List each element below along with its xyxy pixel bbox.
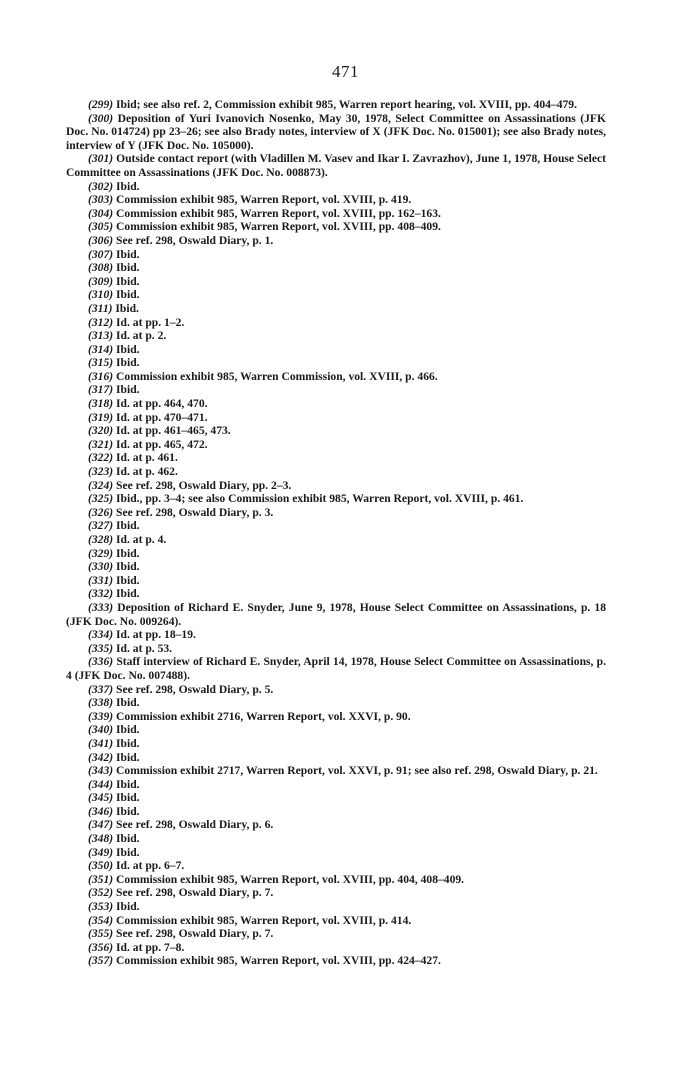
endnote <box>66 411 606 425</box>
endnote <box>66 914 606 928</box>
endnote-text: Staff interview of Richard E. Snyder, April 14, 1978, House Select Committee on Assassinations, p. 4 (JFK Doc. No. 007488). <box>66 655 606 682</box>
endnote <box>66 764 606 778</box>
endnote <box>66 112 606 153</box>
endnote-number: (345) <box>88 791 114 805</box>
endnote-number: (357) <box>88 954 114 968</box>
endnote <box>66 683 606 697</box>
endnote-number: (356) <box>88 940 114 954</box>
endnote-number: (331) <box>88 573 114 587</box>
endnote-text: See ref. 298, Oswald Diary, pp. 2–3. <box>116 478 292 492</box>
endnote-number: (338) <box>88 696 114 710</box>
endnote-text: Ibid., pp. 3–4; see also Commission exhibit 985, Warren Report, vol. XVIII, p. 461. <box>116 492 524 506</box>
endnote <box>66 560 606 574</box>
endnote-text: Commission exhibit 985, Warren Report, vol. XVIII, pp. 408–409. <box>116 220 441 234</box>
endnote <box>66 751 606 765</box>
endnote-number: (339) <box>88 709 114 723</box>
endnote-number: (320) <box>88 424 114 438</box>
endnote <box>66 329 606 343</box>
endnote-text: Ibid. <box>116 573 140 587</box>
endnote-number: (326) <box>88 505 114 519</box>
endnote-text: See ref. 298, Oswald Diary, p. 6. <box>116 818 274 832</box>
endnote-text: Id. at p. 4. <box>116 533 167 546</box>
endnote-text: Ibid. <box>116 587 140 601</box>
endnote-text: See ref. 298, Oswald Diary, p. 1. <box>116 233 274 247</box>
endnote-number: (321) <box>88 437 114 451</box>
endnote <box>66 261 606 275</box>
endnote-text: Ibid. <box>116 723 140 737</box>
endnote <box>66 207 606 221</box>
endnote <box>66 98 606 112</box>
endnote-number: (337) <box>88 682 114 696</box>
endnote-text: Commission exhibit 985, Warren Report, vol. XVIII, pp. 404, 408–409. <box>116 872 465 886</box>
endnote-number: (303) <box>88 193 114 207</box>
endnote <box>66 886 606 900</box>
endnote <box>66 356 606 370</box>
endnote-number: (354) <box>88 913 114 927</box>
endnote-text: See ref. 298, Oswald Diary, p. 7. <box>116 886 274 900</box>
endnote-text: See ref. 298, Oswald Diary, p. 3. <box>116 505 274 519</box>
endnote-number: (329) <box>88 546 114 560</box>
endnote-text: Commission exhibit 985, Warren Report, vol. XVIII, p. 414. <box>116 913 412 927</box>
endnote <box>66 832 606 846</box>
endnote <box>66 574 606 588</box>
endnote-text: Ibid. <box>116 383 140 397</box>
endnote-text: Id. at p. 462. <box>116 465 178 479</box>
endnote-text: Id. at pp. 464, 470. <box>116 397 208 411</box>
endnote-number: (305) <box>88 220 114 234</box>
endnote-text: Ibid. <box>116 736 140 750</box>
endnote <box>66 248 606 262</box>
endnote-number: (310) <box>88 288 114 302</box>
endnote <box>66 316 606 330</box>
endnote-number: (353) <box>88 900 114 914</box>
endnote <box>66 941 606 955</box>
endnote-text: Outside contact report (with Vladillen M. Vasev and Ikar I. Zavrazhov), June 1, 1978, House Select Committee on Assassinations (JFK Doc. No. 008873). <box>66 152 606 179</box>
endnote-number: (334) <box>88 628 114 642</box>
endnote-number: (347) <box>88 818 114 832</box>
endnote <box>66 438 606 452</box>
endnote-number: (300) <box>88 111 114 125</box>
endnote-number: (355) <box>88 927 114 941</box>
endnote-text: Ibid. <box>116 832 140 846</box>
endnote-number: (323) <box>88 465 114 479</box>
endnote-number: (325) <box>88 492 114 506</box>
endnote-number: (352) <box>88 886 114 900</box>
endnote <box>66 302 606 316</box>
endnote-text: Id. at p. 2. <box>116 329 167 343</box>
endnote-text: See ref. 298, Oswald Diary, p. 5. <box>116 682 274 696</box>
endnote-text: Commission exhibit 985, Warren Report, vol. XVIII, pp. 424–427. <box>116 954 441 968</box>
endnote-text: Ibid. <box>116 845 140 859</box>
endnote-text: Deposition of Richard E. Snyder, June 9, 1978, House Select Committee on Assassinations, p. 18 (JFK Doc. No. 009264). <box>66 600 606 628</box>
endnote-text: Id. at p. 461. <box>116 451 178 465</box>
endnotes-list <box>66 98 606 968</box>
endnote <box>66 479 606 493</box>
endnote-number: (319) <box>88 410 114 424</box>
endnote <box>66 737 606 751</box>
endnote-number: (316) <box>88 369 114 383</box>
endnote <box>66 642 606 656</box>
endnote <box>66 547 606 561</box>
endnote-number: (351) <box>88 872 114 886</box>
endnote <box>66 234 606 248</box>
endnote-number: (307) <box>88 247 114 261</box>
endnote <box>66 370 606 384</box>
endnote-text: Id. at pp. 461–465, 473. <box>116 424 231 438</box>
endnote <box>66 343 606 357</box>
endnote-text: Ibid. <box>116 791 140 805</box>
endnote <box>66 397 606 411</box>
endnote <box>66 846 606 860</box>
endnote-number: (330) <box>88 560 114 574</box>
endnote-text: Commission exhibit 985, Warren Report, vol. XVIII, p. 419. <box>116 193 412 207</box>
endnote <box>66 859 606 873</box>
endnote-number: (313) <box>88 329 114 343</box>
endnote <box>66 193 606 207</box>
endnote <box>66 465 606 479</box>
endnote <box>66 900 606 914</box>
endnote-text: Id. at pp. 470–471. <box>116 410 208 424</box>
endnote-text: Id. at pp. 6–7. <box>116 859 185 873</box>
endnote-number: (324) <box>88 478 114 492</box>
endnote-number: (346) <box>88 804 114 818</box>
endnote-text: Ibid. <box>116 247 140 261</box>
endnote-text: Ibid. <box>116 342 140 356</box>
endnote <box>66 954 606 968</box>
endnote <box>66 696 606 710</box>
endnote-number: (333) <box>88 600 114 614</box>
endnote-number: (301) <box>88 152 114 166</box>
endnote-text: Ibid. <box>116 777 140 791</box>
endnote <box>66 424 606 438</box>
endnote-text: Ibid. <box>116 560 140 574</box>
endnote-text: Ibid. <box>116 546 140 560</box>
endnote-text: Commission exhibit 985, Warren Report, vol. XVIII, pp. 162–163. <box>116 206 441 220</box>
endnote-text: Deposition of Yuri Ivanovich Nosenko, May 30, 1978, Select Committee on Assassinations (JFK Doc. No. 014724) pp 23–26; see also Brady notes, interview of X (JFK Doc. No. 015001); see also Brady notes, interview of Y (JFK Doc. No. 105000). <box>66 111 606 152</box>
endnote-number: (322) <box>88 451 114 465</box>
endnote-text: Ibid. <box>116 696 140 710</box>
endnote-number: (318) <box>88 397 114 411</box>
endnote-number: (348) <box>88 832 114 846</box>
endnote-text: Ibid; see also ref. 2, Commission exhibit 985, Warren report hearing, vol. XVIII, pp. 404–479. <box>116 98 578 111</box>
endnote-text: Ibid. <box>116 519 140 533</box>
endnote <box>66 628 606 642</box>
endnote <box>66 152 606 179</box>
endnote-text: Ibid. <box>116 179 140 193</box>
endnote <box>66 655 606 682</box>
endnote-number: (328) <box>88 533 114 546</box>
endnote <box>66 492 606 506</box>
endnote-number: (336) <box>88 655 114 669</box>
endnote-number: (311) <box>88 301 113 315</box>
endnote <box>66 533 606 547</box>
endnote <box>66 383 606 397</box>
endnote <box>66 873 606 887</box>
endnote <box>66 818 606 832</box>
endnote-text: Ibid. <box>116 261 140 275</box>
endnote-text: Id. at pp. 1–2. <box>116 315 185 329</box>
endnote-number: (340) <box>88 723 114 737</box>
endnote-text: Commission exhibit 2717, Warren Report, vol. XXVI, p. 91; see also ref. 298, Oswald Diary, p. 21. <box>116 764 598 778</box>
endnote-number: (312) <box>88 315 114 329</box>
endnote <box>66 927 606 941</box>
endnote <box>66 519 606 533</box>
endnote-number: (315) <box>88 356 114 370</box>
endnote-number: (344) <box>88 777 114 791</box>
endnote-number: (306) <box>88 233 114 247</box>
endnote-number: (302) <box>88 179 114 193</box>
endnote-number: (349) <box>88 845 114 859</box>
endnote-text: Commission exhibit 2716, Warren Report, vol. XXVI, p. 90. <box>116 709 411 723</box>
endnote-text: Ibid. <box>116 288 140 302</box>
endnote-text: Ibid. <box>116 750 140 764</box>
endnote-text: See ref. 298, Oswald Diary, p. 7. <box>116 927 274 941</box>
endnote-number: (314) <box>88 342 114 356</box>
endnote-number: (332) <box>88 587 114 601</box>
endnote-number: (327) <box>88 519 114 533</box>
endnote-text: Commission exhibit 985, Warren Commission, vol. XVIII, p. 466. <box>116 369 438 383</box>
endnote-number: (350) <box>88 859 114 873</box>
endnote-text: Id. at pp. 465, 472. <box>116 437 208 451</box>
endnote-number: (342) <box>88 750 114 764</box>
endnote-number: (317) <box>88 383 114 397</box>
endnote <box>66 587 606 601</box>
endnote-text: Id. at p. 53. <box>116 641 173 655</box>
endnote <box>66 710 606 724</box>
endnote <box>66 275 606 289</box>
endnote-number: (335) <box>88 641 114 655</box>
endnote-text: Ibid. <box>116 274 140 288</box>
endnote-number: (299) <box>88 98 114 111</box>
endnote <box>66 288 606 302</box>
endnote <box>66 451 606 465</box>
endnote <box>66 220 606 234</box>
endnote-text: Ibid. <box>115 301 139 315</box>
endnote <box>66 723 606 737</box>
endnote <box>66 506 606 520</box>
endnote-text: Id. at pp. 7–8. <box>116 940 185 954</box>
endnote-number: (308) <box>88 261 114 275</box>
endnote-text: Id. at pp. 18–19. <box>116 628 196 642</box>
endnote-text: Ibid. <box>116 900 140 914</box>
page-number: 471 <box>332 62 359 81</box>
endnote <box>66 791 606 805</box>
endnote-number: (341) <box>88 736 114 750</box>
endnote-text: Ibid. <box>116 356 140 370</box>
endnote-number: (309) <box>88 274 114 288</box>
endnote <box>66 778 606 792</box>
endnote-number: (304) <box>88 206 114 220</box>
endnote-number: (343) <box>88 764 114 778</box>
endnote <box>66 180 606 194</box>
endnote <box>66 805 606 819</box>
endnote <box>66 601 606 628</box>
endnote-text: Ibid. <box>116 804 140 818</box>
